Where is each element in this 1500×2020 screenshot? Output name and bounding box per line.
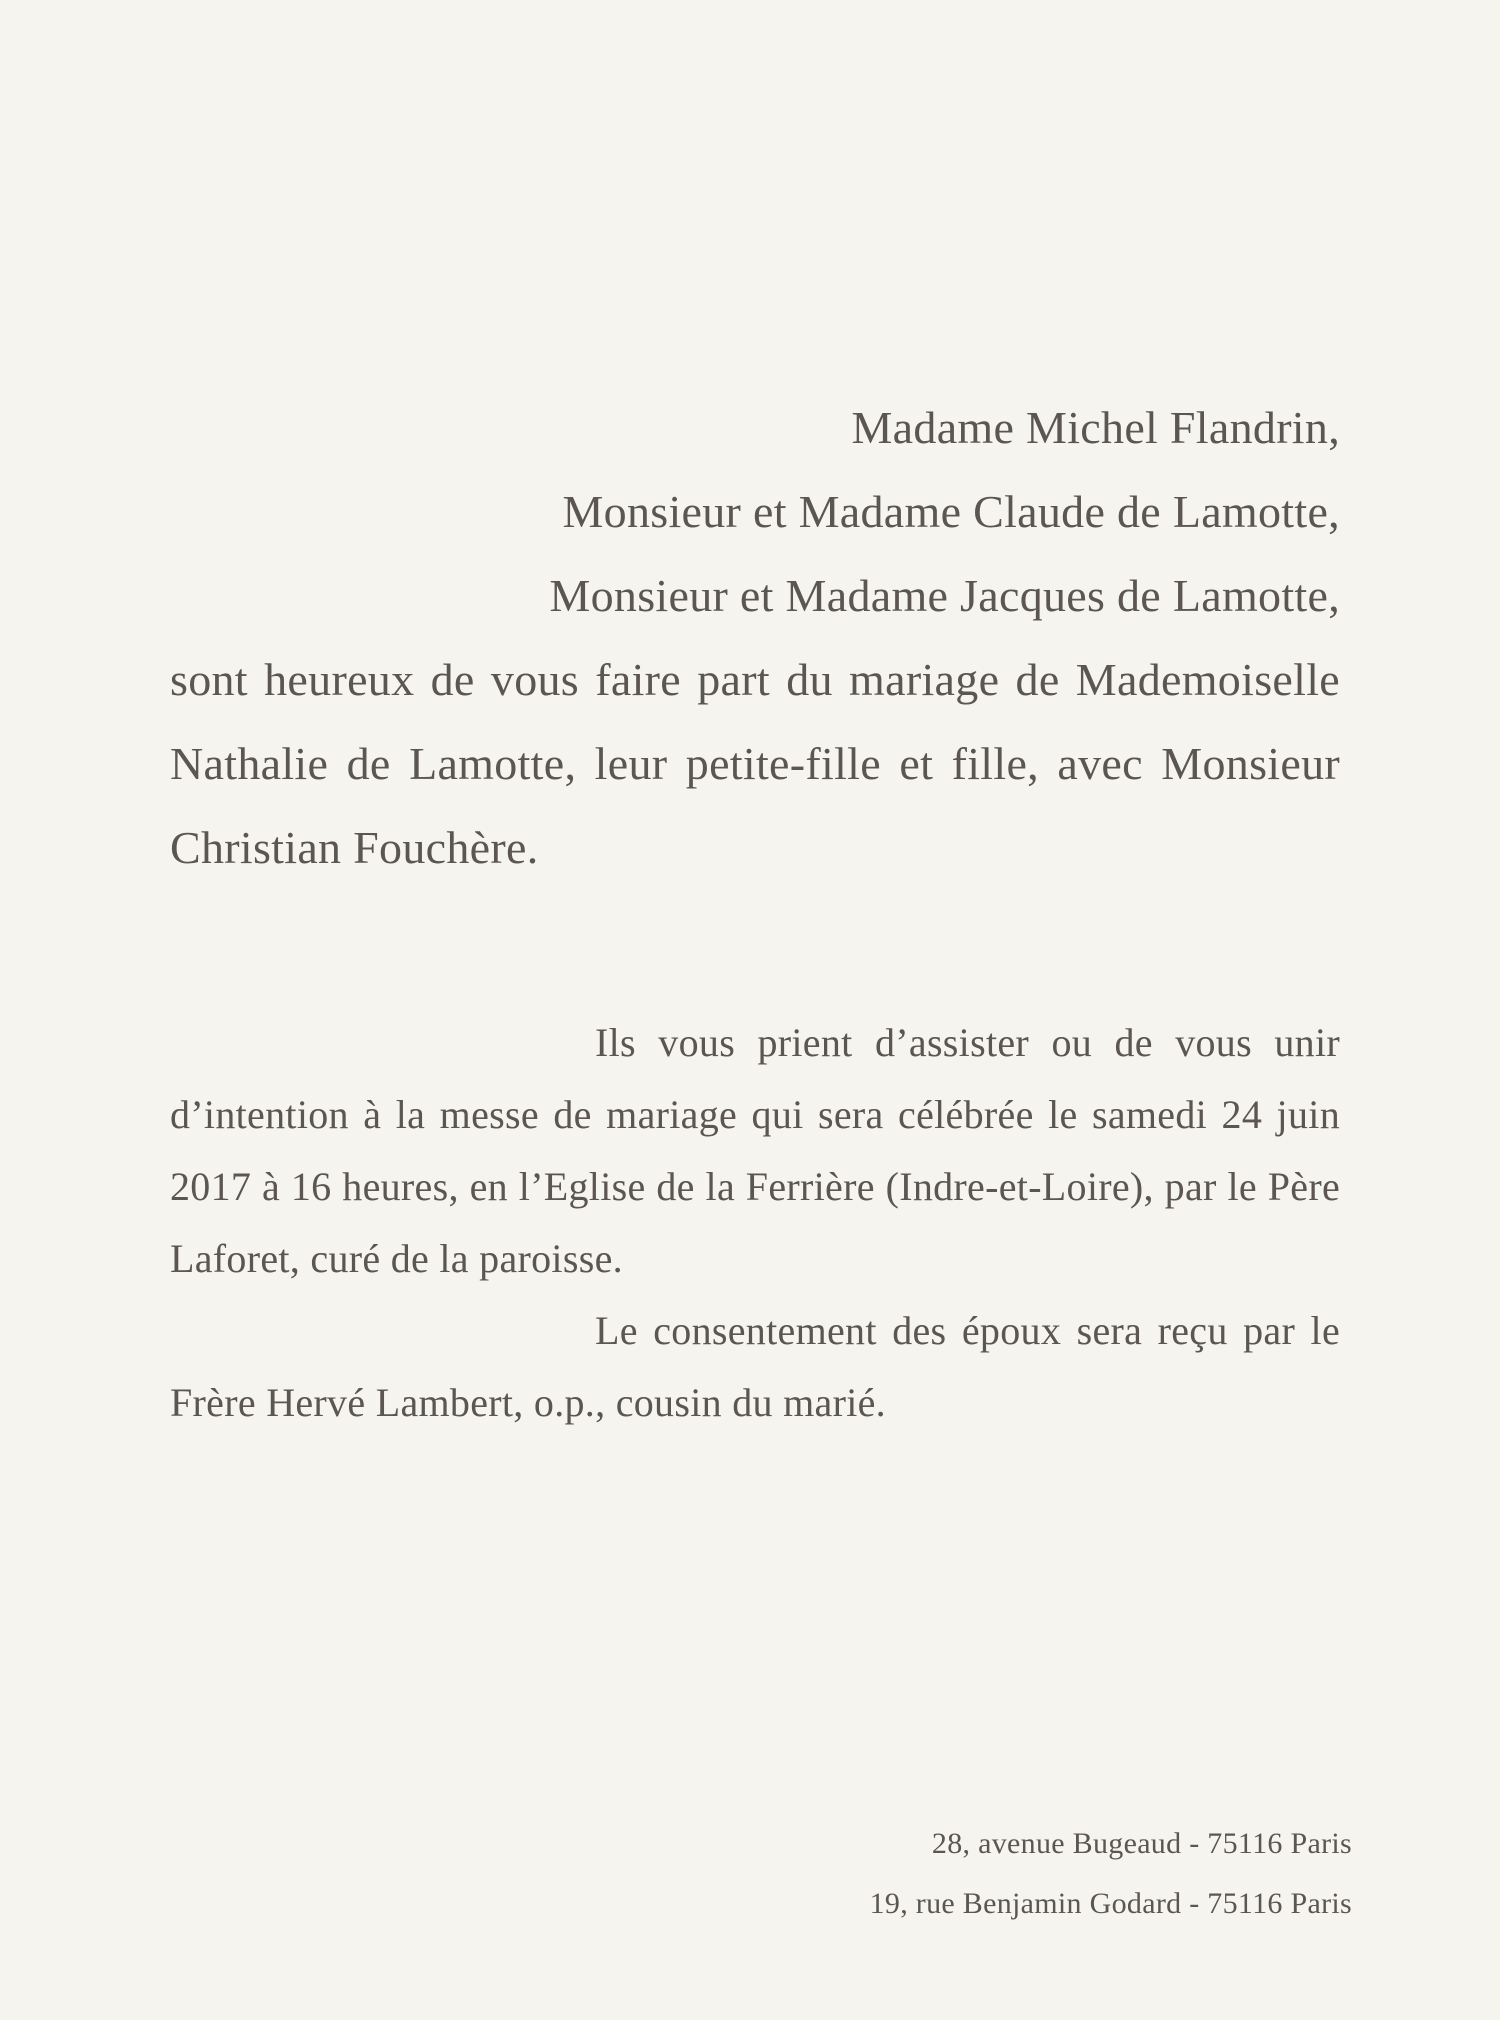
announcer-line-2: Monsieur et Madame Claude de Lamotte, [562, 486, 1340, 537]
address-line-2: 19, rue Benjamin Godard - 75116 Paris [869, 1887, 1352, 1920]
announcement-block [170, 386, 1340, 890]
invitation-block [170, 1007, 1340, 1439]
announcement-paragraph: sont heureux de vous faire part du mariage de Mademoiselle Nathalie de Lamotte, leur petite-fille et fille, avec Monsieur Christian Fouchère. [170, 654, 1340, 873]
address-line-1: 28, avenue Bugeaud - 75116 Paris [931, 1827, 1352, 1860]
announcer-line-3: Monsieur et Madame Jacques de Lamotte, [549, 570, 1340, 621]
invitation-paragraph-consent: Le consentement des époux sera reçu par le Frère Hervé Lambert, o.p., cousin du marié. [170, 1308, 1340, 1425]
announcer-line-1: Madame Michel Flandrin, [851, 402, 1340, 453]
address-block [870, 1814, 1352, 1934]
invitation-paragraph-ceremony: Ils vous prient d’assister ou de vous unir d’intention à la messe de mariage qui sera célébrée le samedi 24 juin 2017 à 16 heures, en l’Eglise de la Ferrière (Indre-et-Loire), par le Père Laforet, curé de la paroisse. [170, 1020, 1340, 1281]
